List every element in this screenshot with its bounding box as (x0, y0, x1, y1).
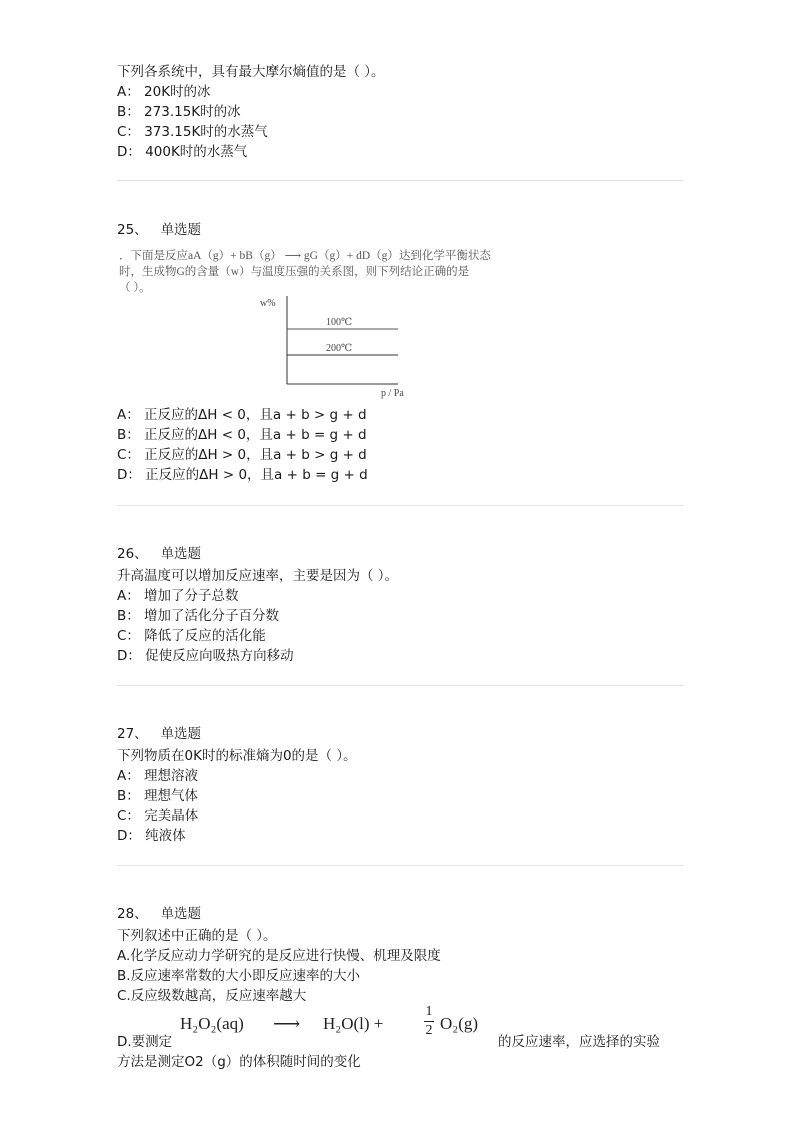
q26-option-c[interactable]: C： 降低了反应的活化能 (117, 628, 266, 644)
q27-option-a[interactable]: A： 理想溶液 (117, 768, 199, 784)
graph-label-200c: 200℃ (326, 343, 353, 354)
q25-option-b[interactable]: B： 正反应的ΔH < 0，且a + b = g + d (117, 427, 367, 443)
question-type: 单选题 (160, 546, 202, 562)
q28-stem: 下列叙述中正确的是（ ）。 (117, 928, 277, 944)
q24-option-b[interactable]: B： 273.15K时的冰 (117, 104, 241, 120)
q27-option-d[interactable]: D： 纯液体 (117, 828, 186, 844)
equation-product: H₂O(l) + (323, 1014, 384, 1033)
graph-label-100c: 100℃ (326, 317, 353, 328)
graph-x-label: p / Pa (381, 388, 404, 399)
equation-reactant: H₂O₂(aq) (180, 1014, 244, 1033)
q25-scan-line2: 时，生成物G的含量（w）与温度压强的关系图，则下列结论正确的是 (119, 266, 470, 278)
q24-option-c[interactable]: C： 373.15K时的水蒸气 (117, 124, 268, 140)
question-type: 单选题 (160, 906, 202, 922)
q27-option-c[interactable]: C： 完美晶体 (117, 808, 199, 824)
q26-option-d[interactable]: D： 促使反应向吸热方向移动 (117, 648, 294, 664)
fraction-bar (424, 1021, 434, 1022)
divider (117, 180, 684, 181)
q28-option-b[interactable]: B.反应速率常数的大小即反应速率的大小 (117, 968, 361, 984)
divider (117, 685, 684, 686)
q28-header (117, 902, 201, 922)
equation-arrow: ⟶ (273, 1014, 301, 1035)
q27-stem: 下列物质在0K时的标准熵为0的是（ ）。 (117, 748, 357, 764)
q24-option-a[interactable]: A： 20K时的冰 (117, 84, 211, 100)
q25-graph (250, 290, 420, 405)
q25-scan-line3: （ ）。 (119, 282, 151, 294)
equation-oxygen: O₂(g) (440, 1014, 479, 1033)
q24-stem: 下列各系统中，具有最大摩尔熵值的是（ ）。 (117, 64, 385, 80)
q27-header (117, 722, 201, 742)
fraction-numerator: 1 (425, 1004, 433, 1019)
equation-fraction (424, 1004, 434, 1039)
question-number: 27、 (117, 726, 148, 742)
q28-option-c[interactable]: C.反应级数越高，反应速率越大 (117, 988, 307, 1004)
q25-option-d[interactable]: D： 正反应的ΔH > 0，且a + b = g + d (117, 467, 368, 483)
divider (117, 505, 684, 506)
question-number: 25、 (117, 222, 148, 238)
graph-y-label: w% (260, 298, 276, 309)
question-number: 26、 (117, 546, 148, 562)
q28-option-a[interactable]: A.化学反应动力学研究的是反应进行快慢、机理及限度 (117, 948, 441, 964)
question-type: 单选题 (160, 726, 202, 742)
q26-header (117, 542, 201, 562)
q24-option-d[interactable]: D： 400K时的水蒸气 (117, 144, 248, 160)
q26-option-b[interactable]: B： 增加了活化分子百分数 (117, 608, 280, 624)
q28-option-d-suffix: 的反应速率，应选择的实验 (498, 1034, 660, 1050)
divider (117, 865, 684, 866)
q26-option-a[interactable]: A： 增加了分子总数 (117, 588, 239, 604)
fraction-denominator: 2 (425, 1023, 433, 1038)
question-type: 单选题 (160, 222, 202, 238)
q25-scan-line1: ．下面是反应aA（g）+ bB（g） ⟶ gG（g）+ dD（g）达到化学平衡状态 (119, 250, 491, 262)
q27-option-b[interactable]: B： 理想气体 (117, 788, 199, 804)
q28-option-d-line2: 方法是测定O2（g）的体积随时间的变化 (117, 1054, 361, 1070)
q28-option-d-prefix[interactable]: D.要测定 (117, 1034, 173, 1050)
q25-option-a[interactable]: A： 正反应的ΔH < 0，且a + b > g + d (117, 407, 367, 423)
q26-stem: 升高温度可以增加反应速率，主要是因为（ ）。 (117, 568, 399, 584)
q25-option-c[interactable]: C： 正反应的ΔH > 0，且a + b > g + d (117, 447, 367, 463)
question-number: 28、 (117, 906, 148, 922)
q25-header (117, 218, 201, 238)
